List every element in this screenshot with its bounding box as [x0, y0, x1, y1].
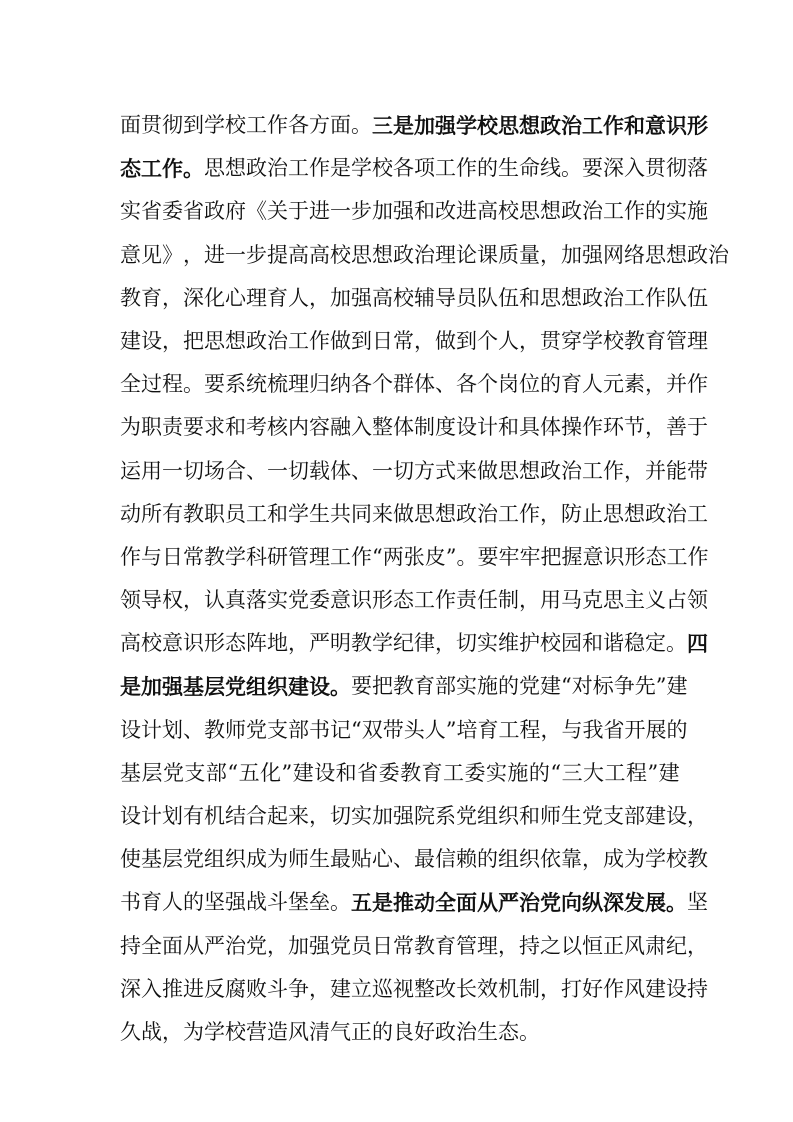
text-line: 久 战 ， 为 学 校 营 造 风 清 气 正 的 良 好 政 治 生 态 。 [120, 1019, 540, 1044]
text-line: 书 育 人 的 坚 强 战 斗 堡 垒 。 五 是 推 动 全 面 从 严 治 党 向 纵 深 发 展 。 坚 [120, 890, 708, 916]
text-line: 高 校 意 识 形 态 阵 地 ， 严 明 教 学 纪 律 ， 切 实 维 护 校 园 和 谐 稳 定 。 四 [120, 631, 708, 657]
text-line: 深 入 推 进 反 腐 败 斗 争 ， 建 立 巡 视 整 改 长 效 机 制 ， 打 好 作 风 建 设 持 [120, 976, 708, 1001]
text-line: 是 加 强 基 层 党 组 织 建 设 。 要 把 教 育 部 实 施 的 党 建 “ 对 标 争 先 ” 建 [120, 674, 688, 700]
text-line: 基 层 党 支 部 “ 五 化 ” 建 设 和 省 委 教 育 工 委 实 施 的 “ 三 大 工 程 ” 建 [120, 760, 680, 785]
body-paragraph [120, 104, 729, 1054]
text-line: 全 过 程 。 要 系 统 梳 理 归 纳 各 个 群 体 、 各 个 岗 位 的 育 人 元 素 ， 并 作 [120, 372, 708, 397]
text-line: 建 设 ， 把 思 想 政 治 工 作 做 到 日 常 ， 做 到 个 人 ， 贯 穿 学 校 教 育 管 理 [120, 328, 708, 353]
text-line: 运 用 一 切 场 合 、 一 切 载 体 、 一 切 方 式 来 做 思 想 政 治 工 作 ， 并 能 带 [120, 458, 708, 483]
text-line: 为 职 责 要 求 和 考 核 内 容 融 入 整 体 制 度 设 计 和 具 体 操 作 环 节 ， 善 于 [120, 415, 708, 440]
text-line: 实 省 委 省 政 府 《 关 于 进 一 步 加 强 和 改 进 高 校 思 想 政 治 工 作 的 实 施 [120, 199, 708, 224]
text-line: 持 全 面 从 严 治 党 ， 加 强 党 员 日 常 教 育 管 理 ， 持 之 以 恒 正 风 肃 纪 ， [120, 933, 708, 958]
text-line: 态 工 作 。 思 想 政 治 工 作 是 学 校 各 项 工 作 的 生 命 线 。 要 深 入 贯 彻 落 [120, 156, 708, 182]
text-line: 教 育 ， 深 化 心 理 育 人 ， 加 强 高 校 辅 导 员 队 伍 和 思 想 政 治 工 作 队 伍 [120, 285, 708, 310]
text-line: 领 导 权 ， 认 真 落 实 党 委 意 识 形 态 工 作 责 任 制 ， 用 马 克 思 主 义 占 领 [120, 588, 708, 613]
text-line: 动 所 有 教 职 员 工 和 学 生 共 同 来 做 思 想 政 治 工 作 ， 防 止 思 想 政 治 工 [120, 501, 708, 526]
text-line: 设 计 划 、 教 师 党 支 部 书 记 “ 双 带 头 人 ” 培 育 工 程 ， 与 我 省 开 展 的 [120, 717, 688, 742]
text-line: 设 计 划 有 机 结 合 起 来 ， 切 实 加 强 院 系 党 组 织 和 师 生 党 支 部 建 设 ， [120, 804, 708, 828]
text-line: 面 贯 彻 到 学 校 工 作 各 方 面 。 三 是 加 强 学 校 思 想 政 治 工 作 和 意 识 形 [120, 113, 708, 138]
text-line: 作 与 日 常 教 学 科 研 管 理 工 作 “ 两 张 皮 ” 。 要 牢 牢 把 握 意 识 形 态 工 作 [120, 544, 709, 569]
text-line: 意 见 》 ， 进 一 步 提 高 高 校 思 想 政 治 理 论 课 质 量 ， 加 强 网 络 思 想 政 治 [120, 242, 729, 267]
text-line: 使 基 层 党 组 织 成 为 师 生 最 贴 心 、 最 信 赖 的 组 织 依 靠 ， 成 为 学 校 教 [120, 847, 708, 872]
